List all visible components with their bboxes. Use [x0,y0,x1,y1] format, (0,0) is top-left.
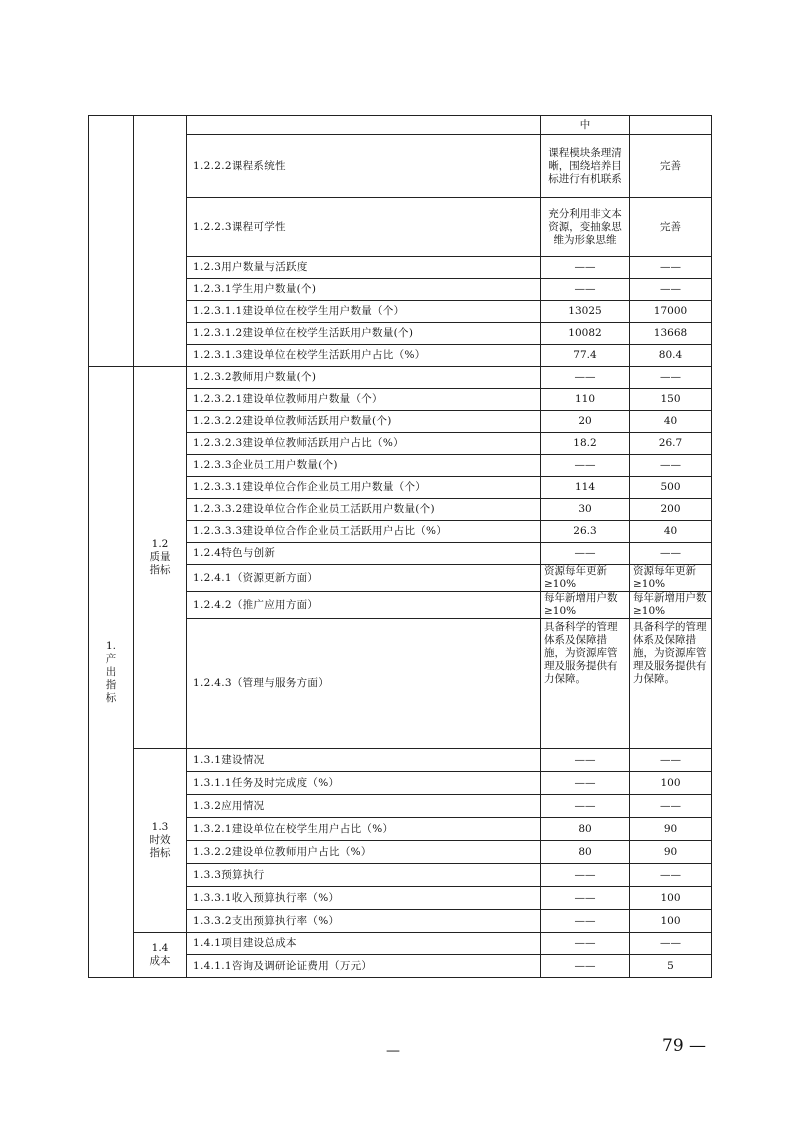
indicator-value-target: —— [630,455,712,477]
table-row [89,933,712,955]
indicator-value-current: 课程模块条理清晰，围绕培养目标进行有机联系 [541,135,630,198]
indicator-name: 1.2.3.1.2建设单位在校学生活跃用户数量(个) [187,323,541,345]
indicator-value-current: 18.2 [541,433,630,455]
indicator-value-target: 100 [630,887,712,910]
indicator-value-current: 77.4 [541,345,630,367]
indicator-value-current: —— [541,543,630,565]
subcategory-blank-cell [134,116,187,367]
indicator-value-target: 5 [630,955,712,978]
indicator-name: 1.2.3.3企业员工用户数量(个) [187,455,541,477]
indicator-value-current: —— [541,749,630,772]
indicator-name: 1.2.4.3（管理与服务方面） [187,619,541,749]
table-row [89,749,712,772]
indicator-value-current: —— [541,955,630,978]
indicator-name: 1.2.4.2（推广应用方面） [187,592,541,619]
indicator-value-target: 80.4 [630,345,712,367]
indicator-value-current: —— [541,279,630,301]
indicator-value-target: 90 [630,818,712,841]
indicator-value-current: 26.3 [541,521,630,543]
group-timeliness [134,749,187,933]
indicator-value-current: —— [541,864,630,887]
indicator-value-current: 中 [541,116,630,135]
table-row [89,116,712,135]
indicator-value-current: —— [541,910,630,933]
section-label [89,367,134,978]
group-quality [134,367,187,749]
indicator-value-target: 500 [630,477,712,499]
indicator-value-current: 每年新增用户数≥10% [541,592,630,619]
group-timeliness-text: 1.3 时效 指标 [149,821,171,859]
indicator-value-target: 100 [630,910,712,933]
indicator-value-target: 150 [630,389,712,411]
indicator-name: 1.4.1项目建设总成本 [187,933,541,955]
indicator-value-current: 具备科学的管理体系及保障措施，为资源库管理及服务提供有力保障。 [541,619,630,749]
page-number: 79 — [662,1036,707,1056]
indicator-name: 1.3.3预算执行 [187,864,541,887]
indicator-name: 1.2.3.1.3建设单位在校学生活跃用户占比（%） [187,345,541,367]
indicator-value-target: 17000 [630,301,712,323]
indicator-name [187,116,541,135]
indicator-value-target: 13668 [630,323,712,345]
indicator-value-current: 资源每年更新≥10% [541,565,630,592]
indicator-value-target: 40 [630,521,712,543]
indicator-value-target [630,116,712,135]
indicator-table [88,115,712,978]
indicator-name: 1.2.3用户数量与活跃度 [187,257,541,279]
section-label-text: 1. 产 出 指 标 [105,639,117,704]
indicator-value-target: 资源每年更新≥10% [630,565,712,592]
category-blank-cell [89,116,134,367]
indicator-name: 1.3.3.2支出预算执行率（%） [187,910,541,933]
indicator-name: 1.2.3.2.1建设单位教师用户数量（个） [187,389,541,411]
indicator-name: 1.3.2应用情况 [187,795,541,818]
indicator-value-target: —— [630,367,712,389]
indicator-value-current: —— [541,887,630,910]
indicator-value-target: 200 [630,499,712,521]
indicator-name: 1.2.2.3课程可学性 [187,198,541,257]
indicator-name: 1.3.1建设情况 [187,749,541,772]
indicator-value-current: —— [541,257,630,279]
indicator-value-target: 完善 [630,198,712,257]
indicator-value-target: —— [630,864,712,887]
indicator-value-current: 80 [541,841,630,864]
group-quality-text: 1.2 质量 指标 [149,538,171,576]
indicator-value-target: —— [630,933,712,955]
indicator-value-current: —— [541,933,630,955]
indicator-value-target: —— [630,543,712,565]
indicator-value-current: —— [541,367,630,389]
indicator-name: 1.3.1.1任务及时完成度（%） [187,772,541,795]
indicator-value-target: —— [630,749,712,772]
indicator-name: 1.2.3.2教师用户数量(个) [187,367,541,389]
indicator-name: 1.4.1.1咨询及调研论证费用（万元） [187,955,541,978]
indicator-value-target: —— [630,795,712,818]
footer-dash: — [386,1043,400,1059]
indicator-value-target: —— [630,279,712,301]
indicator-name: 1.2.4.1（资源更新方面） [187,565,541,592]
indicator-value-target: 每年新增用户数≥10% [630,592,712,619]
indicator-value-current: —— [541,455,630,477]
indicator-name: 1.2.3.1.1建设单位在校学生用户数量（个） [187,301,541,323]
indicator-value-current: 80 [541,818,630,841]
group-cost-text: 1.4 成本 [149,942,171,967]
indicator-value-target: 完善 [630,135,712,198]
indicator-name: 1.2.4特色与创新 [187,543,541,565]
table-row [89,367,712,389]
indicator-name: 1.3.3.1收入预算执行率（%） [187,887,541,910]
indicator-value-current: 114 [541,477,630,499]
indicator-value-current: 10082 [541,323,630,345]
indicator-name: 1.2.2.2课程系统性 [187,135,541,198]
indicator-value-target: 40 [630,411,712,433]
indicator-value-current: —— [541,795,630,818]
indicator-name: 1.3.2.2建设单位教师用户占比（%） [187,841,541,864]
indicator-value-target: 90 [630,841,712,864]
indicator-value-target: 26.7 [630,433,712,455]
indicator-value-current: 20 [541,411,630,433]
indicator-name: 1.2.3.3.2建设单位合作企业员工活跃用户数量(个) [187,499,541,521]
indicator-value-target: —— [630,257,712,279]
group-cost [134,933,187,978]
indicator-value-current: 充分利用非文本资源，变抽象思维为形象思维 [541,198,630,257]
indicator-name: 1.2.3.2.2建设单位教师活跃用户数量(个) [187,411,541,433]
indicator-name: 1.2.3.3.3建设单位合作企业员工活跃用户占比（%） [187,521,541,543]
indicator-value-current: 13025 [541,301,630,323]
indicator-value-target: 具备科学的管理体系及保障措施，为资源库管理及服务提供有力保障。 [630,619,712,749]
indicator-name: 1.2.3.3.1建设单位合作企业员工用户数量（个） [187,477,541,499]
indicator-value-current: 30 [541,499,630,521]
indicator-value-target: 100 [630,772,712,795]
indicator-name: 1.3.2.1建设单位在校学生用户占比（%） [187,818,541,841]
indicator-value-current: —— [541,772,630,795]
indicator-value-current: 110 [541,389,630,411]
indicator-name: 1.2.3.1学生用户数量(个) [187,279,541,301]
indicator-name: 1.2.3.2.3建设单位教师活跃用户占比（%） [187,433,541,455]
